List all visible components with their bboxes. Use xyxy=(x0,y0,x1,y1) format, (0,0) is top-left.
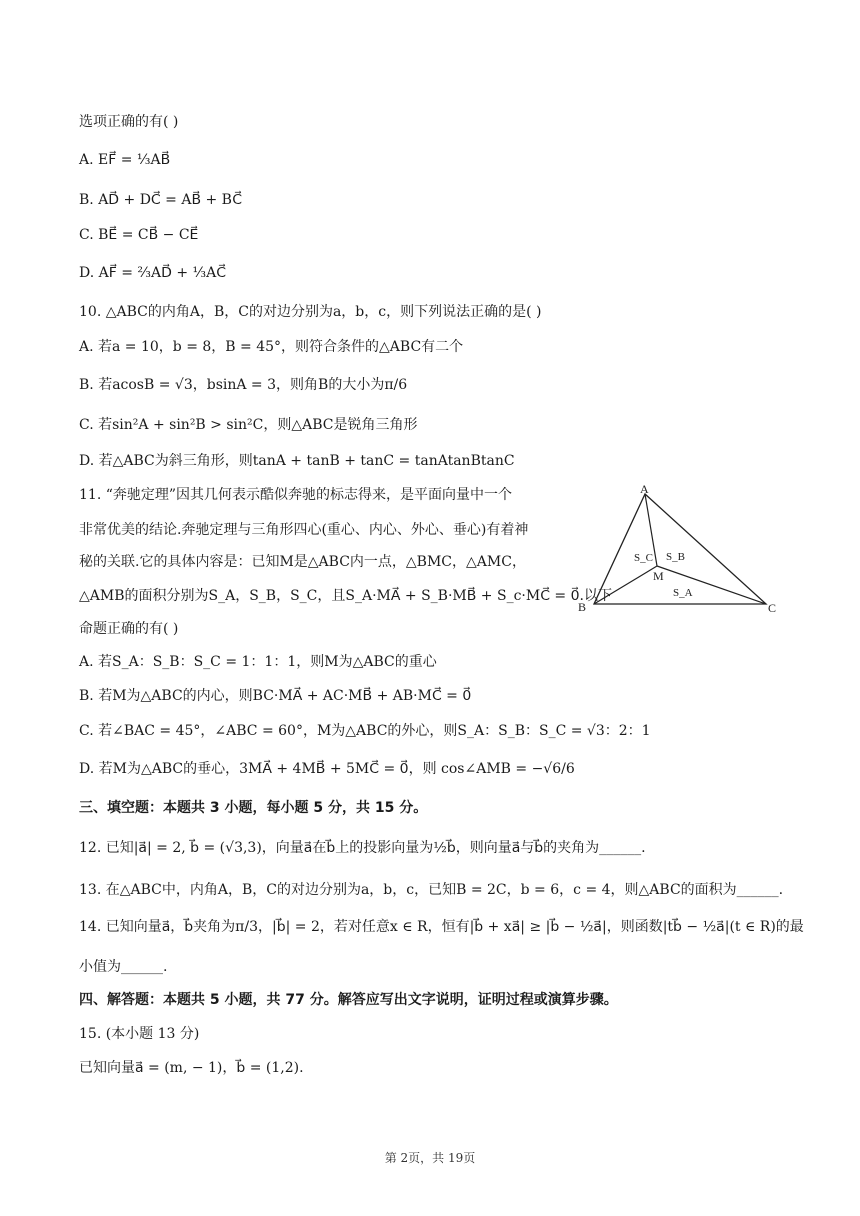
area-sb-label: S_B xyxy=(666,551,685,563)
vertex-c-label: C xyxy=(768,601,777,615)
question-14: 14. 已知向量a⃗，b⃗夹角为π/3，|b⃗| = 2，若对任意x ∈ R，恒有|b⃗ + xa⃗| ≥ |b⃗ − ½a⃗|，则函数|tb⃗ − ½a⃗|(t ∈ R)的最 xyxy=(79,919,804,935)
option-d: D. AF⃗ = ⅔AD⃗ + ⅓AC⃗ xyxy=(79,265,226,281)
text-line: 选项正确的有( ) xyxy=(79,114,179,130)
triangle-diagram xyxy=(576,480,786,620)
text-line: 非常优美的结论.奔驰定理与三角形四心(重心、内心、外心、垂心)有着神 xyxy=(79,522,529,538)
option-b: B. 若M为△ABC的内心，则BC·MA⃗ + AC·MB⃗ + AB·MC⃗ = 0⃗ xyxy=(79,688,472,704)
option-c: C. 若sin²A + sin²B > sin²C，则△ABC是锐角三角形 xyxy=(79,417,418,433)
text-line: 已知向量a⃗ = (m, − 1)，b⃗ = (1,2). xyxy=(79,1060,304,1076)
area-sa-label: S_A xyxy=(673,587,693,599)
point-m-label: M xyxy=(653,569,664,583)
section-heading: 三、填空题：本题共 3 小题，每小题 5 分，共 15 分。 xyxy=(79,800,428,816)
text-line: 小值为______. xyxy=(79,959,168,975)
question-10: 10. △ABC的内角A，B，C的对边分别为a，b，c，则下列说法正确的是( ) xyxy=(79,304,542,320)
option-b: B. 若acosB = √3，bsinA = 3，则角B的大小为π/6 xyxy=(79,377,408,393)
option-d: D. 若△ABC为斜三角形，则tanA + tanB + tanC = tanAtanBtanC xyxy=(79,453,515,469)
option-d: D. 若M为△ABC的垂心，3MA⃗ + 4MB⃗ + 5MC⃗ = 0⃗，则 cos∠AMB = −√6/6 xyxy=(79,761,575,777)
vertex-b-label: B xyxy=(578,600,587,614)
option-c: C. 若∠BAC = 45°，∠ABC = 60°，M为△ABC的外心，则S_A：S_B：S_C = √3：2：1 xyxy=(79,723,651,739)
question-11: 11. “奔驰定理”因其几何表示酷似奔驰的标志得来，是平面向量中一个 xyxy=(79,487,513,503)
question-13: 13. 在△ABC中，内角A，B，C的对边分别为a，b，c，已知B = 2C，b = 6，c = 4，则△ABC的面积为______. xyxy=(79,882,784,898)
question-15: 15. (本小题 13 分) xyxy=(79,1026,200,1042)
option-a: A. 若S_A：S_B：S_C = 1：1：1，则M为△ABC的重心 xyxy=(79,654,437,670)
text-line: 秘的关联.它的具体内容是：已知M是△ABC内一点，△BMC，△AMC， xyxy=(79,554,526,570)
question-12: 12. 已知|a⃗| = 2, b⃗ = (√3,3)，向量a⃗在b⃗上的投影向量为½b⃗，则向量a⃗与b⃗的夹角为______. xyxy=(79,840,646,856)
option-c: C. BE⃗ = CB⃗ − CE⃗ xyxy=(79,227,199,243)
option-a: A. 若a = 10，b = 8，B = 45°，则符合条件的△ABC有二个 xyxy=(79,339,464,355)
vertex-a-label: A xyxy=(640,482,649,496)
option-b: B. AD⃗ + DC⃗ = AB⃗ + BC⃗ xyxy=(79,192,243,208)
area-sc-label: S_C xyxy=(634,552,653,564)
text-line: △AMB的面积分别为S_A，S_B，S_C，且S_A·MA⃗ + S_B·MB⃗ + S_c·MC⃗ = 0⃗.以下 xyxy=(79,588,612,604)
section-heading: 四、解答题：本题共 5 小题，共 77 分。解答应写出文字说明，证明过程或演算步骤。 xyxy=(79,992,618,1008)
page-footer: 第 2页，共 19页 xyxy=(384,1151,476,1165)
text-line: 命题正确的有( ) xyxy=(79,621,179,637)
triangle-figure xyxy=(576,480,786,620)
option-a: A. EF⃗ = ⅓AB⃗ xyxy=(79,152,171,168)
